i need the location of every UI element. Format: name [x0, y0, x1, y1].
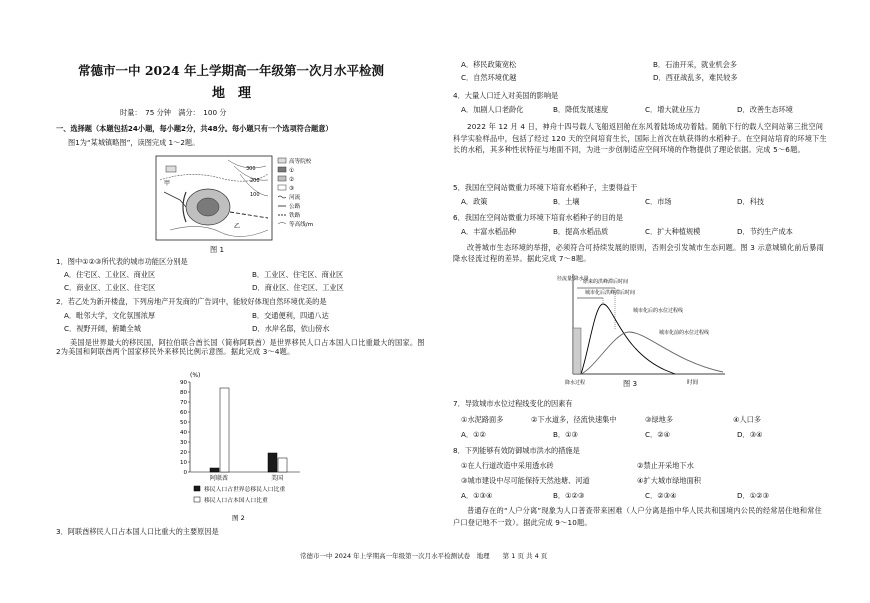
- q2-option-b: B．交通便利，四通八达: [252, 311, 329, 320]
- q8-item-4: ④扩大城市绿地面积: [637, 476, 701, 485]
- q7-item-2: ②下水道多，径流快速集中: [531, 415, 617, 424]
- space-intro: 2022 年 12 月 4 日，神舟十四号载人飞船返回舱在东风着陆场成功着陆。随航下行的载人空间站第三批空间科学实验样品中，包括了经过 120 天的空间培育生长，国际上首次在轨获得的水稻种子。在空间站培育的环境下生长的水稻，其多种性状特征与地面不同，为进一步创制适应空间环境的作物提供了理论依据。完成 5～6题。: [453, 122, 827, 155]
- q4-option-c: C．增大就业压力: [645, 105, 701, 114]
- fig3-rain-label: 降水过程: [565, 380, 586, 386]
- fig1-legend-3: ③: [289, 186, 295, 192]
- fig1-legend-7: 等高线/m: [289, 222, 314, 228]
- fig1-intro: 图1为“某城镇略图”，读图完成 1～2题。: [68, 138, 200, 147]
- q6-option-b: B．提高水稻品质: [553, 227, 609, 236]
- fig2-bar-chart: [150, 368, 340, 528]
- q8-option-a: A．①③④: [461, 491, 493, 500]
- exam-title: 常德市一中 2024 年上学期高一年级第一次月水平检测: [78, 63, 384, 78]
- fig2-bar-dark-1: [268, 453, 277, 472]
- fig3-after-curve: 城市化后的水位过程线: [633, 308, 684, 314]
- q2-option-a: A．毗邻大学，文化氛围浓厚: [64, 311, 156, 320]
- after-curve: [581, 304, 675, 374]
- q3-option-b: B．石油开采，就业机会多: [653, 60, 737, 69]
- fig2-caption: 图 2: [232, 514, 245, 522]
- q3-option-a: A．移民政策宽松: [461, 60, 517, 69]
- q5-stem: 5．我国在空间站微重力环境下培育水稻种子，主要得益于: [453, 183, 638, 192]
- q3-option-d: D．西亚战乱多，难民较多: [653, 73, 738, 82]
- fig3-caption: 图 3: [623, 379, 638, 388]
- time-info: 时量： 75 分钟 满分： 100 分: [120, 108, 227, 117]
- q8-option-b: B．①②③: [553, 491, 585, 500]
- fig2-legend-light: 移民人口占本国人口比重: [204, 498, 268, 504]
- right-column: [435, 0, 870, 603]
- page-footer: 常德市一中 2024 年上学期高一年级第一次月水平检测试卷 地理 第 1 页 共 4 页: [300, 552, 548, 560]
- fig2-y-tick-label: 90: [180, 380, 187, 386]
- fig2-x-label: 阿联酋: [209, 475, 229, 482]
- svg-text:200: 200: [250, 178, 260, 184]
- q4-option-b: B．降低发展速度: [553, 105, 609, 114]
- q6-option-c: C．扩大种植规模: [645, 227, 701, 236]
- q2-stem: 2．若乙处为新开楼盘，下列房地产开发商的广告词中，能较好体现自然环境优美的是: [56, 297, 327, 306]
- fig1-legend-2: ②: [289, 177, 295, 183]
- q3-stem: 3．阿联酋移民人口占本国人口比重大的主要原因是: [56, 527, 219, 536]
- q7-option-d: D．③④: [737, 430, 763, 439]
- q8-option-d: D．①②③: [737, 491, 770, 500]
- hydrograph-figure: [555, 270, 735, 390]
- fig3-intro: 改善城市生态环境的举措，必须符合可持续发展的原则，否则会引发城市生态问题。图 3 示意城镇化前后暴雨降水径流过程的差异。据此完成 7～8题。: [453, 243, 824, 264]
- fig1-legend-4: 河流: [289, 195, 301, 201]
- q8-item-3: ③城市建设中尽可能保持天然池塘、河道: [461, 476, 590, 485]
- legend-light-swatch: [194, 497, 200, 502]
- town-map-figure: [150, 152, 350, 244]
- q7-item-3: ③绿地多: [645, 415, 674, 424]
- fig2-intro: 美国是世界最大的移民国，阿拉伯联合酋长国（简称阿联酋）是世界移民人口占本国人口比重最大的国家。图2为美国和阿联酋两个国家移民外来移民比例示意图。据此完成 3～4题。: [56, 338, 425, 356]
- fig2-bar-light-1: [278, 458, 287, 472]
- fig1-legend-1: ①: [289, 168, 295, 174]
- q2-option-c: C．视野开阔，俯瞰全城: [64, 324, 141, 333]
- q1-stem: 1．图中①②③所代表的城市功能区分别是: [56, 257, 188, 266]
- q1-option-a: A．住宅区、工业区、商业区: [64, 270, 156, 279]
- q5-option-b: B．土壤: [553, 197, 580, 206]
- section-heading: 一、选择题（本题包括24小题，每小题2分，共48分。每小题只有一个选项符合题意）: [56, 124, 333, 133]
- fig3-ylabel: 径流量\降水量: [557, 276, 589, 282]
- q7-stem: 7．导致城市水位过程线变化的因素有: [453, 399, 573, 408]
- q5-option-d: D．科技: [737, 197, 765, 206]
- q4-option-d: D．改善生态环境: [737, 105, 793, 114]
- q8-item-1: ①在人行道改造中采用透水砖: [461, 461, 554, 470]
- svg-text:100: 100: [250, 192, 260, 198]
- q7-option-b: B．①③: [553, 430, 579, 439]
- q6-option-d: D．节约生产成本: [737, 227, 793, 236]
- q7-option-a: A．①②: [461, 430, 486, 439]
- q2-option-d: D．水岸名邸，依山傍水: [252, 324, 330, 333]
- q7-item-4: ④人口多: [733, 415, 762, 424]
- subject-title: 地 理: [212, 86, 252, 101]
- q8-item-2: ②禁止开采地下水: [637, 461, 694, 470]
- q6-stem: 6．我国在空间站微重力环境下培育水稻种子的目的是: [453, 213, 623, 222]
- q8-stem: 8．下列能够有效防御城市洪水的措施是: [453, 446, 580, 455]
- q1-option-b: B．工业区、住宅区、商业区: [252, 270, 344, 279]
- fig2-bar-light-0: [220, 388, 229, 472]
- fig3-xlabel: 时间: [687, 380, 699, 386]
- before-curve: [581, 332, 723, 374]
- q4-option-a: A．加剧人口老龄化: [461, 105, 524, 114]
- q8-option-c: C．②③④: [645, 491, 677, 500]
- fig2-y-tick-label: 50: [180, 420, 187, 426]
- fig2-y-tick-label: 70: [180, 400, 187, 406]
- fig2-y-tick-label: 80: [180, 390, 187, 396]
- q5-option-a: A．政策: [461, 197, 488, 206]
- q9-intro: 普通存在的“人户分离”现象为人口普查带来困难（人户分离是指中华人民共和国境内公民的经常居住地和常住户口登记地不一致）。据此完成 9～10题。: [453, 506, 823, 527]
- fig2-legend-dark: 移民人口占世界总移民人口比重: [204, 487, 286, 493]
- fig2-bar-dark-0: [210, 468, 219, 472]
- q6-option-a: A．丰富水稻品种: [461, 227, 517, 236]
- q4-stem: 4．大量人口迁入对美国的影响是: [453, 91, 559, 100]
- q7-option-c: C．②④: [645, 430, 671, 439]
- svg-text:乙: 乙: [234, 223, 241, 230]
- svg-text:甲: 甲: [164, 180, 171, 187]
- fig1-legend-5: 公路: [289, 204, 301, 210]
- fig3-before-peak: 原来的洪峰滞后时间: [583, 279, 629, 285]
- fig2-y-tick-label: 30: [180, 440, 187, 446]
- q1-option-c: C．商业区、工业区、住宅区: [64, 283, 156, 292]
- fig2-y-tick-label: 40: [180, 430, 187, 436]
- legend-dark-swatch: [194, 486, 200, 491]
- fig1-legend-6: 铁路: [289, 213, 301, 219]
- fig1-legend-0: 高等院校: [289, 159, 312, 165]
- q7-item-1: ①水泥路面多: [461, 415, 504, 424]
- fig3-after-peak: 城市化后洪峰滞后时间: [585, 290, 636, 296]
- fig2-y-tick-label: 0: [183, 470, 187, 476]
- fig2-y-unit: (%): [190, 372, 201, 379]
- q3-option-c: C．自然环境优越: [461, 73, 517, 82]
- q5-option-c: C．市场: [645, 197, 672, 206]
- fig3-before-curve: 城市化前的水位过程线: [659, 330, 710, 336]
- fig2-y-tick-label: 10: [180, 460, 187, 466]
- fig2-y-tick-label: 60: [180, 410, 187, 416]
- q1-option-d: D．商业区、住宅区、工业区: [252, 283, 344, 292]
- svg-text:300: 300: [246, 166, 256, 172]
- fig2-y-tick-label: 20: [180, 450, 187, 456]
- fig2-x-label: 美国: [270, 475, 284, 482]
- fig1-caption: 图 1: [210, 245, 225, 254]
